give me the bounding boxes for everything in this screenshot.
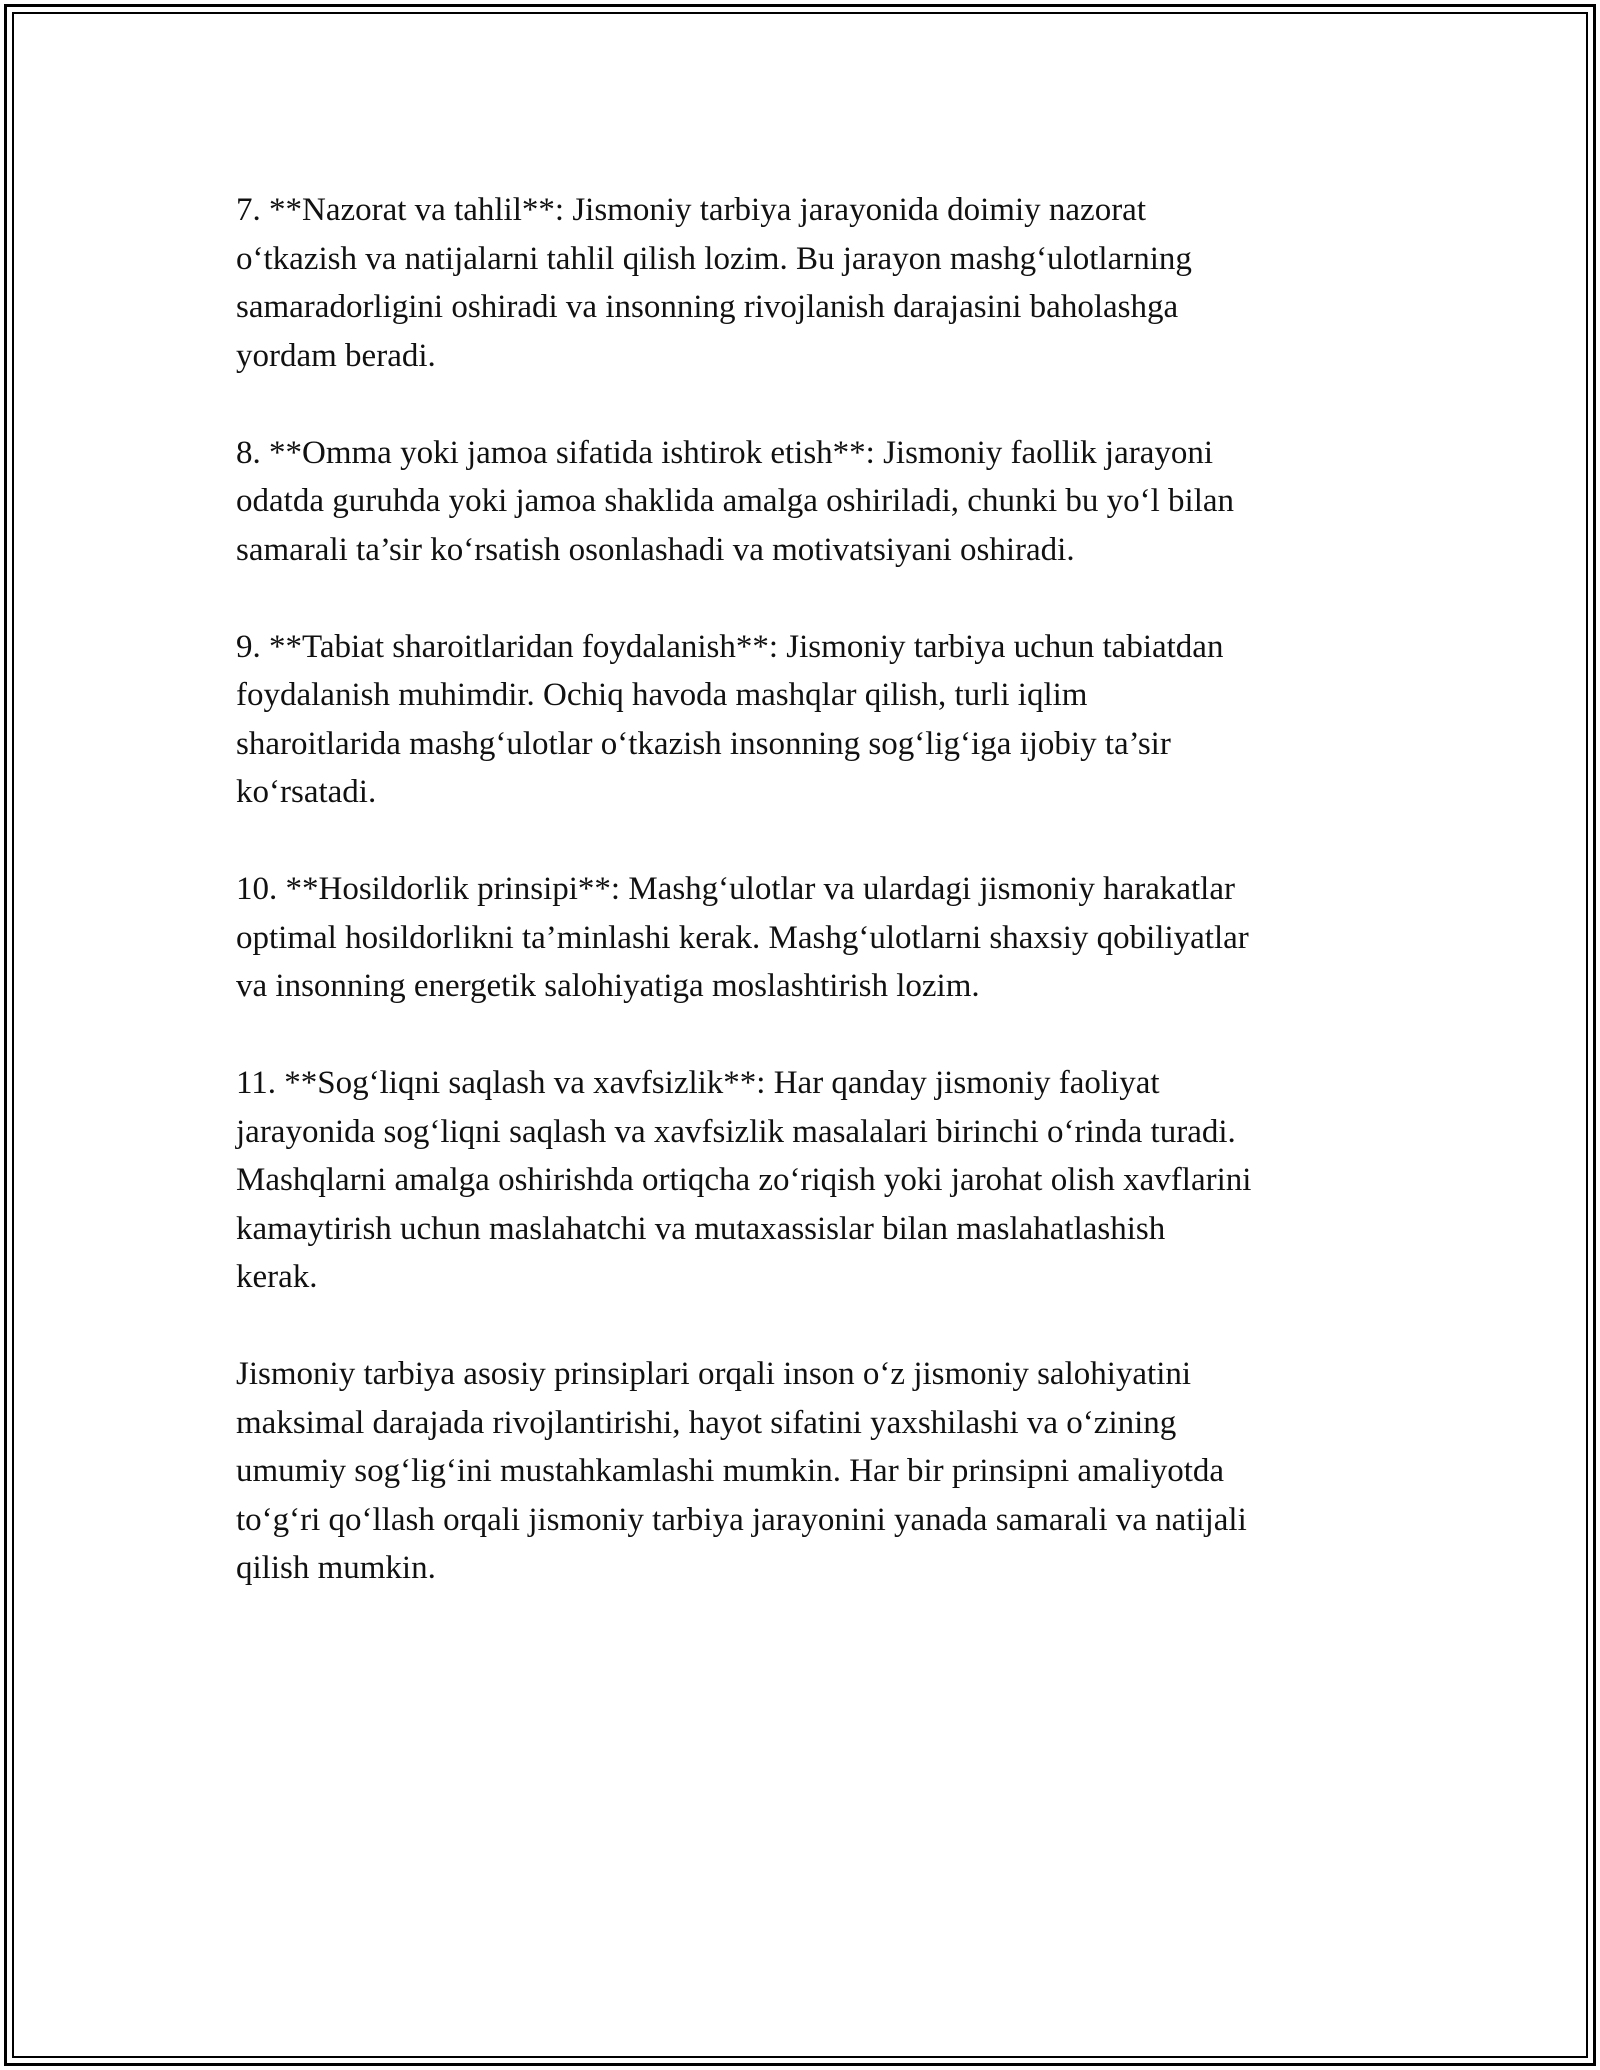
paragraph-sogliqni-saqlash: 11. **Sog‘liqni saqlash va xavfsizlik**: Har qanday jismoniy faoliyat jarayonida sog‘liqni saqlash va xavfsizlik masalalari birinchi o‘rinda turadi. Mashqlarni amalga oshirishda ortiqcha zo‘riqish yoki jarohat olish xavflarini kamaytirish uchun maslahatchi va mutaxassislar bilan maslahatlashish kerak. (236, 1065, 1252, 1295)
paragraph-nazorat-va-tahlil: 7. **Nazorat va tahlil**: Jismoniy tarbiya jarayonida doimiy nazorat o‘tkazish va natijalarni tahlil qilish lozim. Bu jarayon mashg‘ulotlarning samaradorligini oshiradi va insonning rivojlanish darajasini baholashga yordam beradi. (236, 192, 1192, 374)
paragraph-hosildorlik-prinsipi: 10. **Hosildorlik prinsipi**: Mashg‘ulotlar va ulardagi jismoniy harakatlar optimal hosildorlikni ta’minlashi kerak. Mashg‘ulotlarni shaxsiy qobiliyatlar va insonning energetik salohiyatiga moslashtirish lozim. (236, 871, 1249, 1004)
paragraph-conclusion: Jismoniy tarbiya asosiy prinsiplari orqali inson o‘z jismoniy salohiyatini maksimal darajada rivojlantirishi, hayot sifatini yaxshilashi va o‘zining umumiy sog‘lig‘ini mustahkamlashi mumkin. Har bir prinsipni amaliyotda to‘g‘ri qo‘llash orqali jismoniy tarbiya jarayonini yanada samarali va natijali qilish mumkin. (236, 1356, 1247, 1586)
paragraph-jamoa-ishtirok: 8. **Omma yoki jamoa sifatida ishtirok etish**: Jismoniy faollik jarayoni odatda guruhda yoki jamoa shaklida amalga oshiriladi, chunki bu yo‘l bilan samarali ta’sir ko‘rsatish osonlashadi va motivatsiyani oshiradi. (236, 434, 1235, 568)
paragraph-tabiat-sharoitlari: 9. **Tabiat sharoitlaridan foydalanish**: Jismoniy tarbiya uchun tabiatdan foydalanish muhimdir. Ochiq havoda mashqlar qilish, turli iqlim sharoitlarida mashg‘ulotlar o‘tkazish insonning sog‘lig‘iga ijobiy ta’sir ko‘rsatadi. (236, 628, 1224, 810)
document-body (236, 186, 1386, 1641)
